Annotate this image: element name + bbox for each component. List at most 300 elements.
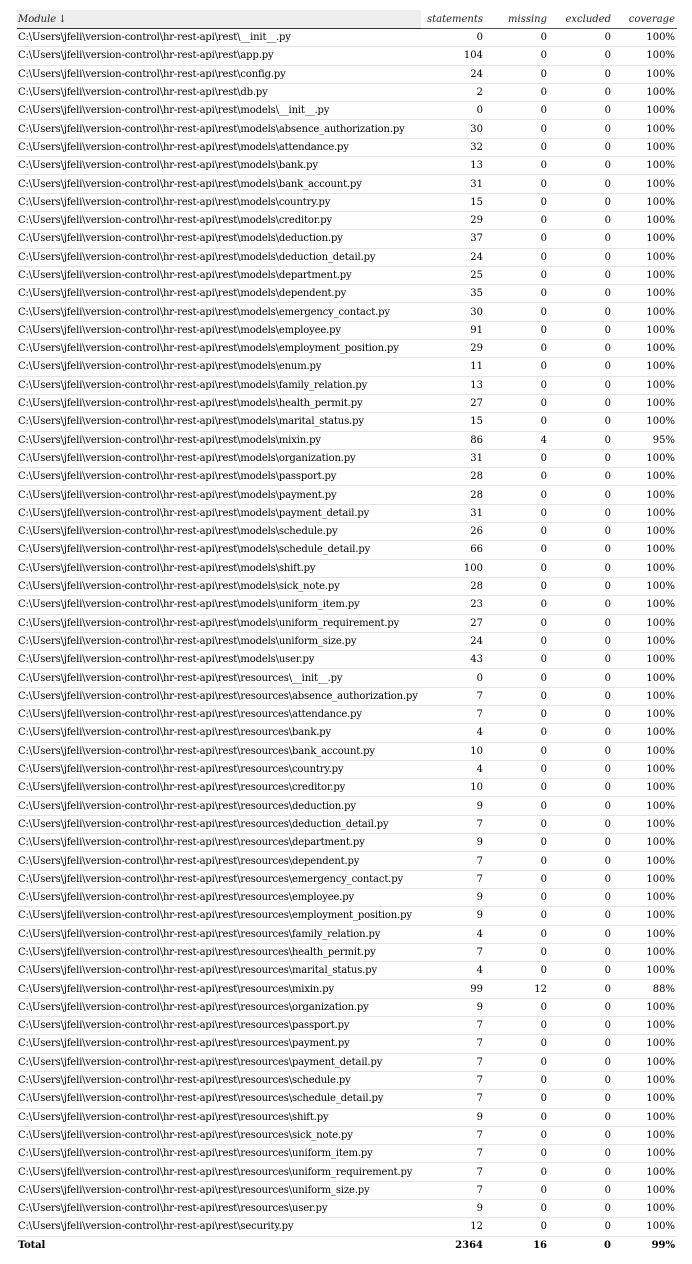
module-link[interactable]: C:\Users\jfeli\version-control\hr-rest-api\rest\models\bank.py — [17, 157, 421, 175]
statements-cell: 4 — [421, 760, 485, 778]
statements-cell: 7 — [421, 1071, 485, 1089]
module-link[interactable]: C:\Users\jfeli\version-control\hr-rest-api\rest\models\schedule_detail.py — [17, 541, 421, 559]
excluded-cell: 0 — [549, 742, 613, 760]
excluded-cell: 0 — [549, 303, 613, 321]
coverage-cell: 100% — [613, 815, 677, 833]
module-link[interactable]: C:\Users\jfeli\version-control\hr-rest-api\rest\resources\sick_note.py — [17, 1126, 421, 1144]
module-link[interactable]: C:\Users\jfeli\version-control\hr-rest-api\rest\resources\health_permit.py — [17, 943, 421, 961]
excluded-cell: 0 — [549, 376, 613, 394]
module-link[interactable]: C:\Users\jfeli\version-control\hr-rest-api\rest\resources\deduction.py — [17, 797, 421, 815]
module-link[interactable]: C:\Users\jfeli\version-control\hr-rest-api\rest\resources\user.py — [17, 1200, 421, 1218]
excluded-cell: 0 — [549, 321, 613, 339]
excluded-cell: 0 — [549, 285, 613, 303]
table-row — [17, 211, 677, 229]
module-link[interactable]: C:\Users\jfeli\version-control\hr-rest-api\rest\models\sick_note.py — [17, 577, 421, 595]
table-row — [17, 705, 677, 723]
statements-cell: 31 — [421, 175, 485, 193]
statements-cell: 9 — [421, 1200, 485, 1218]
module-link[interactable]: C:\Users\jfeli\version-control\hr-rest-api\rest\resources\employment_position.py — [17, 907, 421, 925]
table-row — [17, 65, 677, 83]
table-row — [17, 669, 677, 687]
module-link[interactable]: C:\Users\jfeli\version-control\hr-rest-api\rest\models\deduction_detail.py — [17, 248, 421, 266]
column-header-excluded[interactable]: excluded — [549, 10, 613, 29]
statements-cell: 29 — [421, 340, 485, 358]
module-link[interactable]: C:\Users\jfeli\version-control\hr-rest-api\rest\resources\deduction_detail.py — [17, 815, 421, 833]
table-row — [17, 779, 677, 797]
table-row — [17, 1218, 677, 1236]
table-row — [17, 431, 677, 449]
excluded-cell: 0 — [549, 998, 613, 1016]
missing-cell: 0 — [485, 1053, 549, 1071]
table-row — [17, 1108, 677, 1126]
module-link[interactable]: C:\Users\jfeli\version-control\hr-rest-api\rest\models\uniform_item.py — [17, 596, 421, 614]
excluded-cell: 0 — [549, 1053, 613, 1071]
table-row — [17, 266, 677, 284]
missing-cell: 0 — [485, 303, 549, 321]
coverage-cell: 100% — [613, 230, 677, 248]
statements-cell: 7 — [421, 687, 485, 705]
header-row — [17, 10, 677, 29]
statements-cell: 27 — [421, 614, 485, 632]
coverage-cell: 100% — [613, 193, 677, 211]
coverage-cell: 100% — [613, 321, 677, 339]
excluded-cell: 0 — [549, 193, 613, 211]
table-row — [17, 248, 677, 266]
module-link[interactable]: C:\Users\jfeli\version-control\hr-rest-api\rest\models\uniform_size.py — [17, 632, 421, 650]
table-row — [17, 1181, 677, 1199]
table-row — [17, 577, 677, 595]
column-header-module-label: Module — [18, 13, 57, 25]
coverage-cell: 100% — [613, 1163, 677, 1181]
module-link[interactable]: C:\Users\jfeli\version-control\hr-rest-api\rest\db.py — [17, 83, 421, 101]
table-row — [17, 394, 677, 412]
module-link[interactable]: C:\Users\jfeli\version-control\hr-rest-api\rest\resources\schedule.py — [17, 1071, 421, 1089]
table-row — [17, 870, 677, 888]
table-row — [17, 303, 677, 321]
statements-cell: 13 — [421, 376, 485, 394]
missing-cell: 0 — [485, 157, 549, 175]
table-row — [17, 120, 677, 138]
missing-cell: 0 — [485, 175, 549, 193]
module-link[interactable]: C:\Users\jfeli\version-control\hr-rest-api\rest\resources\schedule_detail.py — [17, 1090, 421, 1108]
coverage-cell: 100% — [613, 1218, 677, 1236]
excluded-cell: 0 — [549, 157, 613, 175]
missing-cell: 0 — [485, 394, 549, 412]
statements-cell: 2 — [421, 83, 485, 101]
module-link[interactable]: C:\Users\jfeli\version-control\hr-rest-api\rest\models\bank_account.py — [17, 175, 421, 193]
statements-cell: 7 — [421, 943, 485, 961]
statements-cell: 37 — [421, 230, 485, 248]
missing-cell: 0 — [485, 742, 549, 760]
table-row — [17, 138, 677, 156]
statements-cell: 11 — [421, 358, 485, 376]
table-row — [17, 742, 677, 760]
missing-cell: 0 — [485, 705, 549, 723]
module-link[interactable]: C:\Users\jfeli\version-control\hr-rest-api\rest\resources\family_relation.py — [17, 925, 421, 943]
missing-cell: 0 — [485, 504, 549, 522]
table-row — [17, 1071, 677, 1089]
missing-cell: 0 — [485, 230, 549, 248]
statements-cell: 27 — [421, 394, 485, 412]
module-link[interactable]: C:\Users\jfeli\version-control\hr-rest-api\rest\resources\__init__.py — [17, 669, 421, 687]
table-header — [17, 10, 677, 29]
excluded-cell: 0 — [549, 797, 613, 815]
missing-cell: 0 — [485, 1108, 549, 1126]
statements-cell: 9 — [421, 998, 485, 1016]
module-link[interactable]: C:\Users\jfeli\version-control\hr-rest-api\rest\resources\bank_account.py — [17, 742, 421, 760]
coverage-cell: 100% — [613, 285, 677, 303]
statements-cell: 9 — [421, 1108, 485, 1126]
module-link[interactable]: C:\Users\jfeli\version-control\hr-rest-api\rest\resources\attendance.py — [17, 705, 421, 723]
module-link[interactable]: C:\Users\jfeli\version-control\hr-rest-api\rest\models\mixin.py — [17, 431, 421, 449]
coverage-cell: 100% — [613, 705, 677, 723]
module-link[interactable]: C:\Users\jfeli\version-control\hr-rest-api\rest\config.py — [17, 65, 421, 83]
missing-cell: 0 — [485, 523, 549, 541]
module-link[interactable]: C:\Users\jfeli\version-control\hr-rest-api\rest\models\schedule.py — [17, 523, 421, 541]
excluded-cell: 0 — [549, 870, 613, 888]
module-link[interactable]: C:\Users\jfeli\version-control\hr-rest-api\rest\models\__init__.py — [17, 102, 421, 120]
statements-cell: 7 — [421, 815, 485, 833]
table-body — [17, 29, 677, 1237]
module-link[interactable]: C:\Users\jfeli\version-control\hr-rest-api\rest\models\payment_detail.py — [17, 504, 421, 522]
missing-cell: 0 — [485, 358, 549, 376]
statements-cell: 9 — [421, 888, 485, 906]
missing-cell: 0 — [485, 1145, 549, 1163]
excluded-cell: 0 — [549, 705, 613, 723]
module-link[interactable]: C:\Users\jfeli\version-control\hr-rest-api\rest\resources\country.py — [17, 760, 421, 778]
statements-cell: 0 — [421, 669, 485, 687]
statements-cell: 0 — [421, 29, 485, 47]
statements-cell: 9 — [421, 834, 485, 852]
module-link[interactable]: C:\Users\jfeli\version-control\hr-rest-api\rest\models\creditor.py — [17, 211, 421, 229]
statements-cell: 9 — [421, 797, 485, 815]
statements-cell: 9 — [421, 907, 485, 925]
table-row — [17, 29, 677, 47]
missing-cell: 0 — [485, 888, 549, 906]
table-row — [17, 596, 677, 614]
excluded-cell: 0 — [549, 943, 613, 961]
module-link[interactable]: C:\Users\jfeli\version-control\hr-rest-api\rest\models\health_permit.py — [17, 394, 421, 412]
coverage-cell: 100% — [613, 888, 677, 906]
total-label: Total — [17, 1236, 421, 1255]
table-row — [17, 651, 677, 669]
table-row — [17, 687, 677, 705]
module-link[interactable]: C:\Users\jfeli\version-control\hr-rest-api\rest\resources\creditor.py — [17, 779, 421, 797]
excluded-cell: 0 — [549, 1163, 613, 1181]
statements-cell: 26 — [421, 523, 485, 541]
module-link[interactable]: C:\Users\jfeli\version-control\hr-rest-api\rest\resources\payment.py — [17, 1035, 421, 1053]
module-link[interactable]: C:\Users\jfeli\version-control\hr-rest-api\rest\models\absence_authorization.py — [17, 120, 421, 138]
module-link[interactable]: C:\Users\jfeli\version-control\hr-rest-api\rest\resources\emergency_contact.py — [17, 870, 421, 888]
coverage-cell: 100% — [613, 138, 677, 156]
missing-cell: 0 — [485, 1218, 549, 1236]
table-row — [17, 632, 677, 650]
module-link[interactable]: C:\Users\jfeli\version-control\hr-rest-api\rest\models\employment_position.py — [17, 340, 421, 358]
module-link[interactable]: C:\Users\jfeli\version-control\hr-rest-api\rest\resources\uniform_requirement.py — [17, 1163, 421, 1181]
module-link[interactable]: C:\Users\jfeli\version-control\hr-rest-api\rest\resources\mixin.py — [17, 980, 421, 998]
statements-cell: 0 — [421, 102, 485, 120]
missing-cell: 0 — [485, 83, 549, 101]
statements-cell: 7 — [421, 870, 485, 888]
table-row — [17, 102, 677, 120]
column-header-coverage[interactable]: coverage — [613, 10, 677, 29]
excluded-cell: 0 — [549, 1181, 613, 1199]
statements-cell: 10 — [421, 742, 485, 760]
module-link[interactable]: C:\Users\jfeli\version-control\hr-rest-api\rest\models\department.py — [17, 266, 421, 284]
missing-cell: 0 — [485, 1181, 549, 1199]
missing-cell: 0 — [485, 596, 549, 614]
excluded-cell: 0 — [549, 102, 613, 120]
coverage-cell: 100% — [613, 797, 677, 815]
missing-cell: 0 — [485, 632, 549, 650]
coverage-cell: 100% — [613, 1071, 677, 1089]
statements-cell: 7 — [421, 1163, 485, 1181]
module-link[interactable]: C:\Users\jfeli\version-control\hr-rest-api\rest\models\emergency_contact.py — [17, 303, 421, 321]
statements-cell: 24 — [421, 632, 485, 650]
coverage-cell: 100% — [613, 211, 677, 229]
coverage-cell: 100% — [613, 834, 677, 852]
missing-cell: 0 — [485, 577, 549, 595]
coverage-cell: 100% — [613, 266, 677, 284]
missing-cell: 0 — [485, 998, 549, 1016]
table-row — [17, 486, 677, 504]
missing-cell: 0 — [485, 102, 549, 120]
coverage-cell: 100% — [613, 303, 677, 321]
coverage-cell: 100% — [613, 340, 677, 358]
coverage-cell: 100% — [613, 449, 677, 467]
statements-cell: 25 — [421, 266, 485, 284]
module-link[interactable]: C:\Users\jfeli\version-control\hr-rest-api\rest\models\uniform_requirement.py — [17, 614, 421, 632]
module-link[interactable]: C:\Users\jfeli\version-control\hr-rest-api\rest\resources\department.py — [17, 834, 421, 852]
module-link[interactable]: C:\Users\jfeli\version-control\hr-rest-api\rest\resources\organization.py — [17, 998, 421, 1016]
table-row — [17, 998, 677, 1016]
excluded-cell: 0 — [549, 687, 613, 705]
coverage-cell: 100% — [613, 504, 677, 522]
module-link[interactable]: C:\Users\jfeli\version-control\hr-rest-api\rest\models\shift.py — [17, 559, 421, 577]
missing-cell: 0 — [485, 834, 549, 852]
table-row — [17, 888, 677, 906]
statements-cell: 28 — [421, 468, 485, 486]
module-link[interactable]: C:\Users\jfeli\version-control\hr-rest-api\rest\models\dependent.py — [17, 285, 421, 303]
table-row — [17, 559, 677, 577]
missing-cell: 0 — [485, 248, 549, 266]
coverage-cell: 100% — [613, 120, 677, 138]
module-link[interactable]: C:\Users\jfeli\version-control\hr-rest-api\rest\resources\marital_status.py — [17, 962, 421, 980]
excluded-cell: 0 — [549, 431, 613, 449]
excluded-cell: 0 — [549, 632, 613, 650]
table-row — [17, 724, 677, 742]
missing-cell: 0 — [485, 614, 549, 632]
missing-cell: 0 — [485, 724, 549, 742]
module-link[interactable]: C:\Users\jfeli\version-control\hr-rest-api\rest\models\payment.py — [17, 486, 421, 504]
coverage-cell: 100% — [613, 358, 677, 376]
excluded-cell: 0 — [549, 559, 613, 577]
missing-cell: 0 — [485, 468, 549, 486]
coverage-cell: 100% — [613, 1200, 677, 1218]
missing-cell: 0 — [485, 340, 549, 358]
missing-cell: 0 — [485, 907, 549, 925]
excluded-cell: 0 — [549, 1108, 613, 1126]
missing-cell: 0 — [485, 815, 549, 833]
missing-cell: 0 — [485, 1071, 549, 1089]
missing-cell: 0 — [485, 65, 549, 83]
module-link[interactable]: C:\Users\jfeli\version-control\hr-rest-api\rest\models\marital_status.py — [17, 413, 421, 431]
missing-cell: 0 — [485, 47, 549, 65]
excluded-cell: 0 — [549, 779, 613, 797]
module-link[interactable]: C:\Users\jfeli\version-control\hr-rest-api\rest\models\deduction.py — [17, 230, 421, 248]
excluded-cell: 0 — [549, 980, 613, 998]
excluded-cell: 0 — [549, 83, 613, 101]
coverage-cell: 100% — [613, 577, 677, 595]
missing-cell: 0 — [485, 285, 549, 303]
table-row — [17, 285, 677, 303]
excluded-cell: 0 — [549, 504, 613, 522]
module-link[interactable]: C:\Users\jfeli\version-control\hr-rest-api\rest\models\passport.py — [17, 468, 421, 486]
module-link[interactable]: C:\Users\jfeli\version-control\hr-rest-api\rest\resources\dependent.py — [17, 852, 421, 870]
table-row — [17, 760, 677, 778]
excluded-cell: 0 — [549, 651, 613, 669]
module-link[interactable]: C:\Users\jfeli\version-control\hr-rest-api\rest\models\organization.py — [17, 449, 421, 467]
module-link[interactable]: C:\Users\jfeli\version-control\hr-rest-api\rest\models\user.py — [17, 651, 421, 669]
module-link[interactable]: C:\Users\jfeli\version-control\hr-rest-api\rest\models\employee.py — [17, 321, 421, 339]
statements-cell: 7 — [421, 1126, 485, 1144]
coverage-cell: 100% — [613, 394, 677, 412]
coverage-cell: 100% — [613, 907, 677, 925]
module-link[interactable]: C:\Users\jfeli\version-control\hr-rest-api\rest\resources\shift.py — [17, 1108, 421, 1126]
coverage-cell: 100% — [613, 1126, 677, 1144]
statements-cell: 7 — [421, 1181, 485, 1199]
total-coverage: 99% — [613, 1236, 677, 1255]
table-row — [17, 376, 677, 394]
excluded-cell: 0 — [549, 1035, 613, 1053]
module-link[interactable]: C:\Users\jfeli\version-control\hr-rest-api\rest\resources\uniform_size.py — [17, 1181, 421, 1199]
column-header-module[interactable] — [17, 10, 421, 29]
module-link[interactable]: C:\Users\jfeli\version-control\hr-rest-api\rest\models\country.py — [17, 193, 421, 211]
module-link[interactable]: C:\Users\jfeli\version-control\hr-rest-api\rest\resources\passport.py — [17, 1017, 421, 1035]
statements-cell: 29 — [421, 211, 485, 229]
table-row — [17, 852, 677, 870]
statements-cell: 4 — [421, 724, 485, 742]
excluded-cell: 0 — [549, 541, 613, 559]
module-link[interactable]: C:\Users\jfeli\version-control\hr-rest-api\rest\models\attendance.py — [17, 138, 421, 156]
coverage-cell: 100% — [613, 376, 677, 394]
missing-cell: 0 — [485, 870, 549, 888]
statements-cell: 91 — [421, 321, 485, 339]
statements-cell: 7 — [421, 1090, 485, 1108]
table-row — [17, 1200, 677, 1218]
module-link[interactable]: C:\Users\jfeli\version-control\hr-rest-api\rest\resources\payment_detail.py — [17, 1053, 421, 1071]
table-row — [17, 1145, 677, 1163]
excluded-cell: 0 — [549, 669, 613, 687]
statements-cell: 30 — [421, 303, 485, 321]
coverage-cell: 100% — [613, 687, 677, 705]
table-row — [17, 523, 677, 541]
module-link[interactable]: C:\Users\jfeli\version-control\hr-rest-api\rest\security.py — [17, 1218, 421, 1236]
statements-cell: 43 — [421, 651, 485, 669]
missing-cell: 0 — [485, 1035, 549, 1053]
table-row — [17, 815, 677, 833]
module-link[interactable]: C:\Users\jfeli\version-control\hr-rest-api\rest\resources\employee.py — [17, 888, 421, 906]
excluded-cell: 0 — [549, 449, 613, 467]
statements-cell: 100 — [421, 559, 485, 577]
coverage-cell: 100% — [613, 1181, 677, 1199]
module-link[interactable]: C:\Users\jfeli\version-control\hr-rest-api\rest\resources\uniform_item.py — [17, 1145, 421, 1163]
table-row — [17, 907, 677, 925]
excluded-cell: 0 — [549, 523, 613, 541]
table-row — [17, 157, 677, 175]
module-link[interactable]: C:\Users\jfeli\version-control\hr-rest-api\rest\resources\bank.py — [17, 724, 421, 742]
missing-cell: 0 — [485, 1200, 549, 1218]
statements-cell: 15 — [421, 413, 485, 431]
missing-cell: 0 — [485, 779, 549, 797]
module-link[interactable]: C:\Users\jfeli\version-control\hr-rest-api\rest\models\enum.py — [17, 358, 421, 376]
missing-cell: 0 — [485, 193, 549, 211]
missing-cell: 0 — [485, 1017, 549, 1035]
excluded-cell: 0 — [549, 248, 613, 266]
table-row — [17, 834, 677, 852]
statements-cell: 12 — [421, 1218, 485, 1236]
statements-cell: 13 — [421, 157, 485, 175]
table-row — [17, 468, 677, 486]
coverage-cell: 100% — [613, 1145, 677, 1163]
missing-cell: 0 — [485, 852, 549, 870]
missing-cell: 0 — [485, 413, 549, 431]
statements-cell: 104 — [421, 47, 485, 65]
missing-cell: 0 — [485, 760, 549, 778]
excluded-cell: 0 — [549, 760, 613, 778]
excluded-cell: 0 — [549, 47, 613, 65]
coverage-cell: 100% — [613, 157, 677, 175]
module-link[interactable]: C:\Users\jfeli\version-control\hr-rest-api\rest\__init__.py — [17, 29, 421, 47]
coverage-cell: 100% — [613, 83, 677, 101]
coverage-cell: 100% — [613, 65, 677, 83]
missing-cell: 0 — [485, 486, 549, 504]
excluded-cell: 0 — [549, 266, 613, 284]
excluded-cell: 0 — [549, 468, 613, 486]
module-link[interactable]: C:\Users\jfeli\version-control\hr-rest-api\rest\resources\absence_authorization.py — [17, 687, 421, 705]
excluded-cell: 0 — [549, 340, 613, 358]
missing-cell: 0 — [485, 925, 549, 943]
excluded-cell: 0 — [549, 577, 613, 595]
coverage-cell: 100% — [613, 541, 677, 559]
table-row — [17, 943, 677, 961]
coverage-cell: 100% — [613, 248, 677, 266]
column-header-missing[interactable]: missing — [485, 10, 549, 29]
coverage-cell: 100% — [613, 943, 677, 961]
column-header-statements[interactable]: statements — [421, 10, 485, 29]
missing-cell: 0 — [485, 321, 549, 339]
coverage-cell: 100% — [613, 1053, 677, 1071]
module-link[interactable]: C:\Users\jfeli\version-control\hr-rest-api\rest\models\family_relation.py — [17, 376, 421, 394]
coverage-cell: 100% — [613, 925, 677, 943]
excluded-cell: 0 — [549, 230, 613, 248]
table-row — [17, 47, 677, 65]
statements-cell: 66 — [421, 541, 485, 559]
table-row — [17, 193, 677, 211]
coverage-cell: 100% — [613, 779, 677, 797]
excluded-cell: 0 — [549, 394, 613, 412]
coverage-cell: 100% — [613, 29, 677, 47]
coverage-cell: 100% — [613, 724, 677, 742]
coverage-cell: 100% — [613, 632, 677, 650]
coverage-cell: 100% — [613, 1035, 677, 1053]
coverage-cell: 100% — [613, 1090, 677, 1108]
excluded-cell: 0 — [549, 211, 613, 229]
module-link[interactable]: C:\Users\jfeli\version-control\hr-rest-api\rest\app.py — [17, 47, 421, 65]
missing-cell: 0 — [485, 962, 549, 980]
missing-cell: 0 — [485, 651, 549, 669]
missing-cell: 0 — [485, 1090, 549, 1108]
